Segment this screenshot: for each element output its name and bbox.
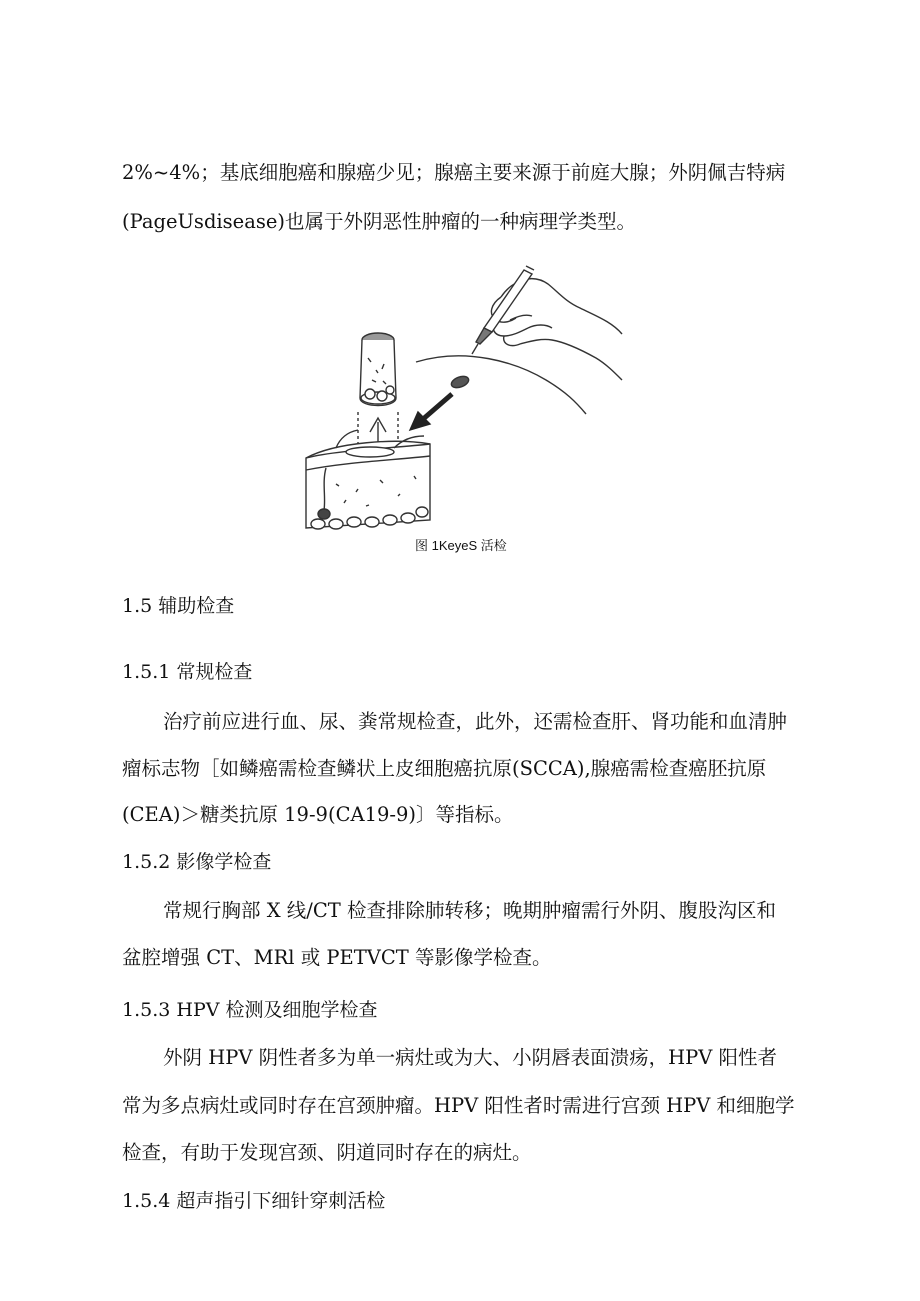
body-text-line: 盆腔增强 CT、MRl 或 PETVCT 等影像学检查。 xyxy=(122,946,552,969)
body-text-line: 常规行胸部 X 线/CT 检查排除肺转移；晚期肿瘤需行外阴、腹股沟区和 xyxy=(163,899,776,922)
body-text-line: 瘤标志物［如鳞癌需检查鳞状上皮细胞癌抗原(SCCA),腺癌需检查癌胚抗原 xyxy=(122,757,767,780)
body-text-line: 治疗前应进行血、尿、粪常规检查，此外，还需检查肝、肾功能和血清肿 xyxy=(163,710,788,733)
body-text-line: (CEA)＞糖类抗原 19-9(CA19-9)〕等指标。 xyxy=(122,803,514,826)
lesion-icon xyxy=(450,374,470,390)
section-heading: 1.5 辅助检查 xyxy=(122,595,235,617)
body-text-line: 常为多点病灶或同时存在宫颈肿瘤。HPV 阳性者时需进行宫颈 HPV 和细胞学 xyxy=(122,1094,795,1117)
biopsy-punch-icon xyxy=(472,266,534,354)
body-text-line: 2%~4%；基底细胞癌和腺癌少见；腺癌主要来源于前庭大腺；外阴佩吉特病 xyxy=(122,161,786,184)
arrow-icon xyxy=(422,394,452,420)
figure-caption: 图 1KeyeS 活检 xyxy=(415,538,507,553)
body-text-line: 外阴 HPV 阴性者多为单一病灶或为大、小阴唇表面溃疡，HPV 阳性者 xyxy=(163,1046,778,1069)
subsection-heading: 1.5.4 超声指引下细针穿刺活检 xyxy=(122,1190,386,1212)
subsection-heading: 1.5.1 常规检查 xyxy=(122,661,253,683)
body-text-line: (PageUsdisease)也属于外阴恶性肿瘤的一种病理学类型。 xyxy=(122,210,636,233)
keyes-biopsy-illustration xyxy=(296,262,626,537)
body-text-line: 检查，有助于发现宫颈、阴道同时存在的病灶。 xyxy=(122,1141,532,1164)
tissue-core-icon xyxy=(360,333,396,406)
subsection-heading: 1.5.3 HPV 检测及细胞学检查 xyxy=(122,999,378,1021)
subsection-heading: 1.5.2 影像学检查 xyxy=(122,851,272,873)
skin-block-icon xyxy=(306,430,430,529)
